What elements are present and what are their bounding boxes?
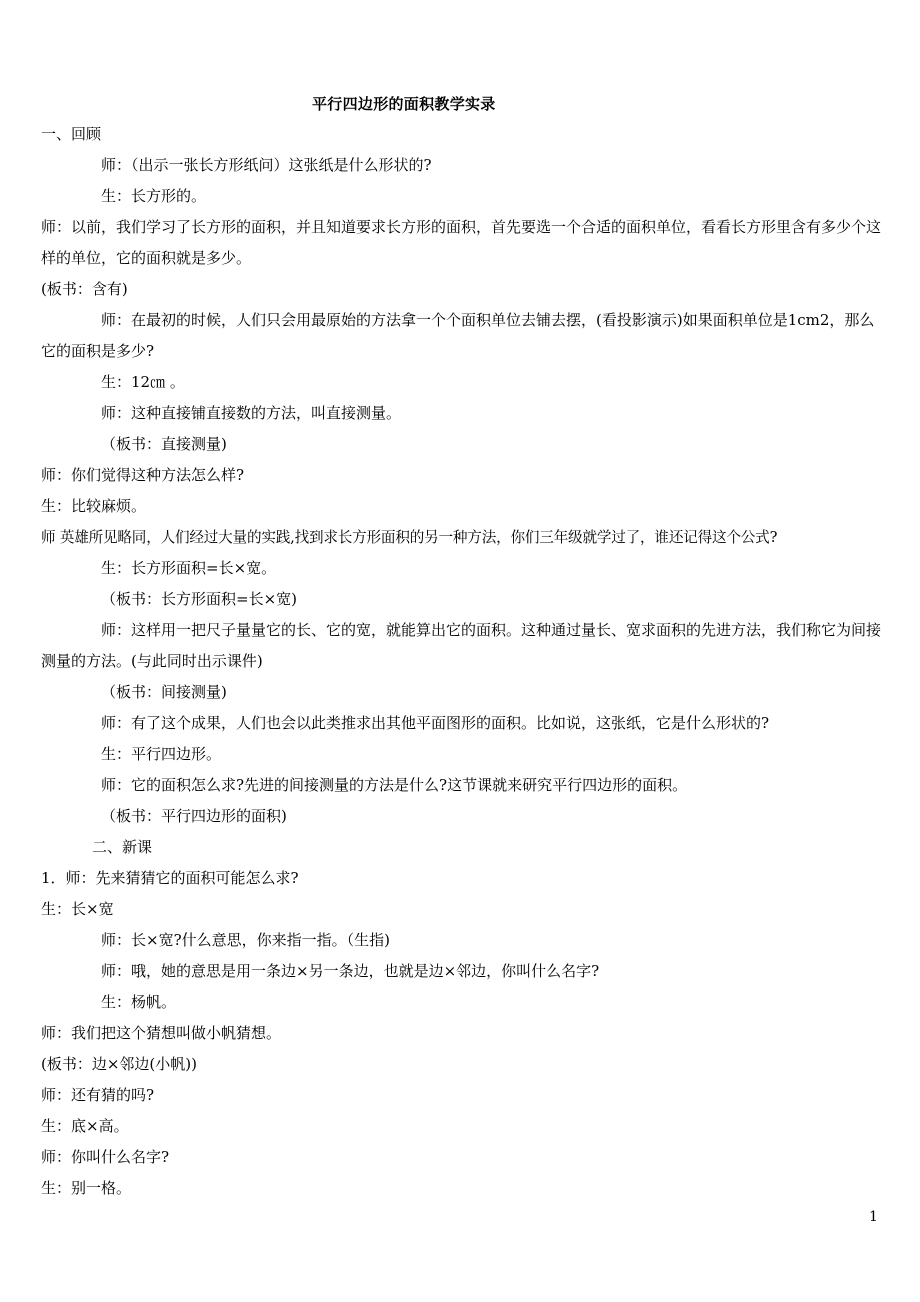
paragraph: （板书：直接测量) <box>101 435 227 453</box>
paragraph: 生：12㎝ 。 <box>101 373 185 391</box>
paragraph: 师：（出示一张长方形纸问）这张纸是什么形状的? <box>101 156 432 174</box>
paragraph: 生：底×高。 <box>41 1117 129 1135</box>
paragraph: 师：还有猜的吗? <box>41 1086 155 1104</box>
paragraph: 师：我们把这个猜想叫做小帆猜想。 <box>41 1024 282 1042</box>
paragraph: 师：以前，我们学习了长方形的面积，并且知道要求长方形的面积，首先要选一个合适的面积单位，看看长方形里含有多少个这样的单位，它的面积就是多少。 <box>41 218 882 267</box>
paragraph: 师：长×宽?什么意思，你来指一指。（生指) <box>101 931 390 949</box>
paragraph: 生：杨帆。 <box>101 993 177 1011</box>
paragraph: 生：长方形的。 <box>101 187 207 205</box>
paragraph: 师：你叫什么名字? <box>41 1148 170 1166</box>
paragraph: 生：长×宽 <box>41 900 114 918</box>
paragraph-section-new-lesson: 二、新课 <box>92 838 153 856</box>
paragraph: 师：这样用一把尺子量量它的长、它的宽，就能算出它的面积。这种通过量长、宽求面积的先进方法，我们称它为间接测量的方法。(与此同时出示课件) <box>41 621 882 670</box>
page-number: 1 <box>869 1209 878 1225</box>
paragraph: (板书：含有) <box>41 280 128 298</box>
paragraph: （板书：间接测量) <box>101 683 227 701</box>
paragraph: （板书：长方形面积=长×宽) <box>101 590 297 608</box>
paragraph: 师：有了这个成果，人们也会以此类推求出其他平面图形的面积。比如说，这张纸，它是什么形状的? <box>101 714 770 732</box>
document-title: 平行四边形的面积教学实录 <box>312 95 496 113</box>
paragraph: 生：比较麻烦。 <box>41 497 147 515</box>
paragraph: 1．师：先来猜猜它的面积可能怎么求? <box>41 869 299 887</box>
paragraph: 师：你们觉得这种方法怎么样? <box>41 466 245 484</box>
paragraph: 师：哦，她的意思是用一条边×另一条边，也就是边×邻边，你叫什么名字? <box>101 962 600 980</box>
paragraph: 师：在最初的时候，人们只会用最原始的方法拿一个个面积单位去铺去摆，(看投影演示)如果面积单位是1cm2，那么它的面积是多少? <box>41 311 875 360</box>
paragraph: 师：它的面积怎么求?先进的间接测量的方法是什么?这节课就来研究平行四边形的面积。 <box>101 776 688 794</box>
paragraph: 生：别一格。 <box>41 1179 132 1197</box>
paragraph: 师 英雄所见略同，人们经过大量的实践,找到求长方形面积的另一种方法，你们三年级就学过了，谁还记得这个公式? <box>41 529 778 546</box>
paragraph: (板书：边×邻边(小帆)) <box>41 1055 197 1073</box>
paragraph: 生：平行四边形。 <box>101 745 222 763</box>
paragraph-section-review: 一、回顾 <box>41 125 102 143</box>
paragraph: 师：这种直接铺直接数的方法，叫直接测量。 <box>101 404 402 422</box>
document-body <box>41 119 881 1204</box>
paragraph: 生：长方形面积=长×宽。 <box>101 559 277 577</box>
paragraph: （板书：平行四边形的面积) <box>101 807 287 825</box>
